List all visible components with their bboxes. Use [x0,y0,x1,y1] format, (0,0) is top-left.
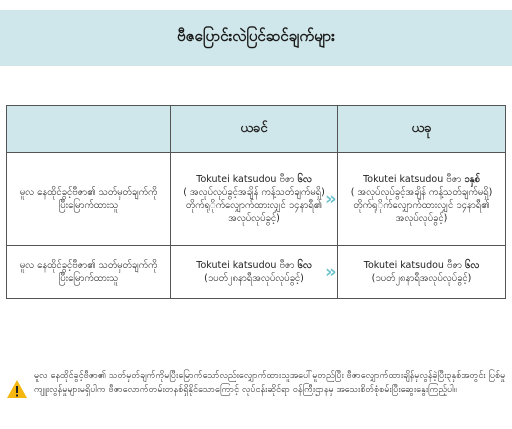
after-duration: ၆လ [464,260,480,271]
before-duration: ၆လ [297,174,312,185]
after-cell [325,153,506,246]
page-title: ဗီဇပြောင်းလဲပြင်ဆင်ချက်များ [177,27,335,45]
header-before: ယခင် [171,106,338,153]
table-row [7,153,506,246]
after-duration: ၁နှစ် [464,174,480,185]
header-after: ယခု [338,106,506,153]
after-visa-text: Tokutei katsudou ဗီဇာ [363,174,462,185]
warning-triangle-icon [6,379,28,399]
after-cell [325,246,506,299]
double-chevron-right-icon: » [325,188,333,210]
table-header-row [7,106,506,153]
row-label: မူလ နေထိုင်ခွင့်ဗီဇာ၏ သတ်မှတ်ချက်ကို ပြီးမြောက်ထားသူ [7,246,171,299]
before-detail: ( အလုပ်လုပ်ခွင့်အချိန် ကန့်သတ်ချက်မရှိ) တိုက်ရုိုက်လျှောက်ထားလျှင် ၁၄နာရီ၏ အလုပ်လုပ်ခွင့်) [183,187,325,224]
before-visa-text: Tokutei katsudou ဗီဇာ [196,174,295,185]
before-detail: (၁ပတ်၂၈နာရီအလုပ်လုပ်ခွင့်) [204,273,304,284]
table-row [7,246,506,299]
warning-text: မူလ နေထိုင်ခွင့်ဗီဇာ၏ သတ်မှတ်ချက်ကိုမပြီးမြောက်သော်လည်းလျှောက်ထားသူအပေါ်မူတည်ပြီး ဗီဇာလျှောက်ထားချိန်မှလွန်ခဲ့ပြီး၃နှစ်အတွင်း ပြစ်မှုကျူးလွန်မှုများမရှိပါက ဗီဇာလောက်တမ်းတနစ်ရှိနိုင်သောကြောင့် လုပ်ငန်းဆိုင်ရာ ဝန်ကြီးဌာနမှ အသေးစိတ်စုံစမ်းပြီးဆွေးနွေးကြည့်ပါ။ [34,371,506,395]
after-detail: ( အလုပ်လုပ်ခွင့်အချိန် ကန့်သတ်ချက်မရှိ) တိုက်ရုိုက်လျှောက်ထားလျှင် ၁၄နာရီ၏ အလုပ်လုပ်ခွင့်) [350,187,493,224]
warning-note [6,369,506,399]
row-label: မူလ နေထိုင်ခွင့်ဗီဇာ၏ သတ်မှတ်ချက်ကို ပြီးမြောက်ထားသူ [7,153,171,246]
double-chevron-right-icon: » [325,261,333,283]
title-bar [0,10,512,66]
comparison-table [6,105,506,299]
after-visa-text: Tokutei katsudou ဗီဇာ [363,260,462,271]
before-visa-text: Tokutei katsudou ဗီဇာ [196,260,295,271]
before-cell [171,153,338,246]
before-cell [171,246,338,299]
after-detail: (၁ပတ်၂၈နာရီအလုပ်လုပ်ခွင့်) [371,273,472,284]
before-duration: ၆လ [297,260,312,271]
header-empty [7,106,171,153]
